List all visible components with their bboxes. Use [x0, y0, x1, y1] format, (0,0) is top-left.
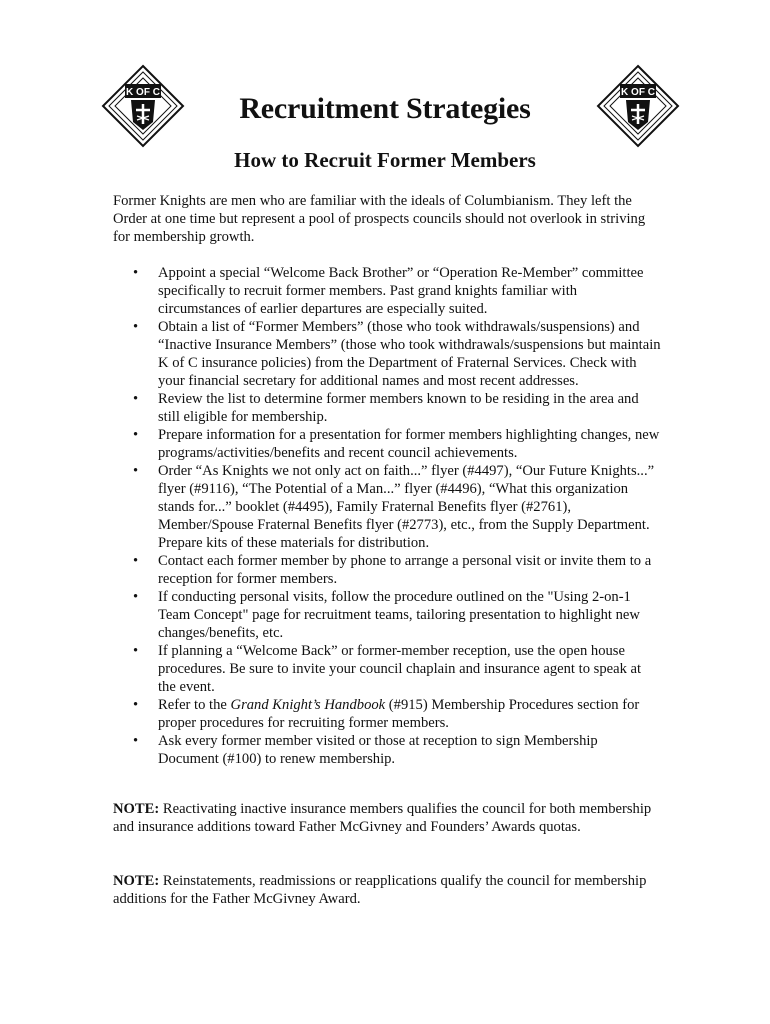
list-item-text: If conducting personal visits, follow the procedure outlined on the "Using 2-on-1 Team Concept" page for recruitment teams, tailoring presentation to highlight new changes/benefits, etc.: [158, 589, 640, 641]
list-item-text: Obtain a list of “Former Members” (those who took withdrawals/suspensions) and “Inactive Insurance Members” (those who took withdrawals/suspensions but maintain K of C insurance policies) from the Department of Fraternal Services. Check with your financial secretary for additional names and most recent addresses.: [158, 319, 661, 389]
bullet-icon: •: [133, 697, 139, 713]
list-item-text: Prepare information for a presentation for former members highlighting changes, new programs/activities/benefits and recent council achievements.: [158, 427, 660, 461]
bullet-icon: •: [133, 319, 139, 335]
note-paragraph: [113, 872, 661, 908]
page-subtitle: How to Recruit Former Members: [234, 148, 536, 172]
list-item-text-after: (#915) Membership Procedures section for proper procedures for recruiting former members.: [158, 697, 640, 731]
note-paragraph: [113, 800, 661, 836]
list-item: [113, 732, 661, 768]
list-item-text: Contact each former member by phone to arrange a personal visit or invite them to a reception for former members.: [158, 553, 652, 587]
list-item-text: Appoint a special “Welcome Back Brother” or “Operation Re-Member” committee specifically to recruit former members. Past grand knights familiar with circumstances of earlier departures are especially suited.: [158, 265, 644, 317]
list-item: [113, 318, 661, 390]
list-item-text: Ask every former member visited or those at reception to sign Membership Document (#100) to renew membership.: [158, 733, 598, 767]
bullet-icon: •: [133, 733, 139, 749]
list-item: [113, 552, 661, 588]
handbook-title: Grand Knight’s Handbook: [230, 697, 386, 713]
list-item: [113, 426, 661, 462]
list-item: [113, 696, 661, 732]
list-item: [113, 642, 661, 696]
strategy-list: [113, 264, 661, 768]
bullet-icon: •: [133, 427, 139, 443]
note-label: NOTE:: [113, 801, 160, 817]
list-item: [113, 264, 661, 318]
intro-paragraph: Former Knights are men who are familiar with the ideals of Columbianism. They left the Order at one time but represent a pool of prospects councils should not overlook in striving for membership growth.: [113, 193, 646, 245]
bullet-icon: •: [133, 589, 139, 605]
list-item: [113, 390, 661, 426]
emblem-lettering: K OF C: [621, 87, 655, 98]
list-item-text: Order “As Knights we not only act on faith...” flyer (#4497), “Our Future Knights...” flyer (#9116), “The Potential of a Man...” flyer (#4496), “What this organization stands for...” booklet (#4495), Family Fraternal Benefits flyer (#2761), Member/Spouse Fraternal Benefits flyer (#2773), etc., from the Supply Department. Prepare kits of these materials for distribution.: [158, 463, 655, 551]
bullet-icon: •: [133, 265, 139, 281]
emblem-lettering: K OF C: [126, 87, 160, 98]
list-item-text: If planning a “Welcome Back” or former-member reception, use the open house procedures. Be sure to invite your council chaplain and insurance agent to speak at the event.: [158, 643, 642, 695]
note-text: Reinstatements, readmissions or reapplications qualify the council for membership additions for the Father McGivney Award.: [113, 873, 647, 907]
list-item-text-before: Refer to the: [158, 697, 231, 713]
bullet-icon: •: [133, 553, 139, 569]
bullet-icon: •: [133, 391, 139, 407]
note-text: Reactivating inactive insurance members qualifies the council for both membership and insurance additions toward Father McGivney and Founders’ Awards quotas.: [113, 801, 652, 835]
note-label: NOTE:: [113, 873, 160, 889]
bullet-icon: •: [133, 643, 139, 659]
bullet-icon: •: [133, 463, 139, 479]
list-item: [113, 462, 661, 552]
list-item: [113, 588, 661, 642]
list-item-text: Review the list to determine former members known to be residing in the area and still eligible for membership.: [158, 391, 639, 425]
page-title: Recruitment Strategies: [239, 92, 531, 125]
